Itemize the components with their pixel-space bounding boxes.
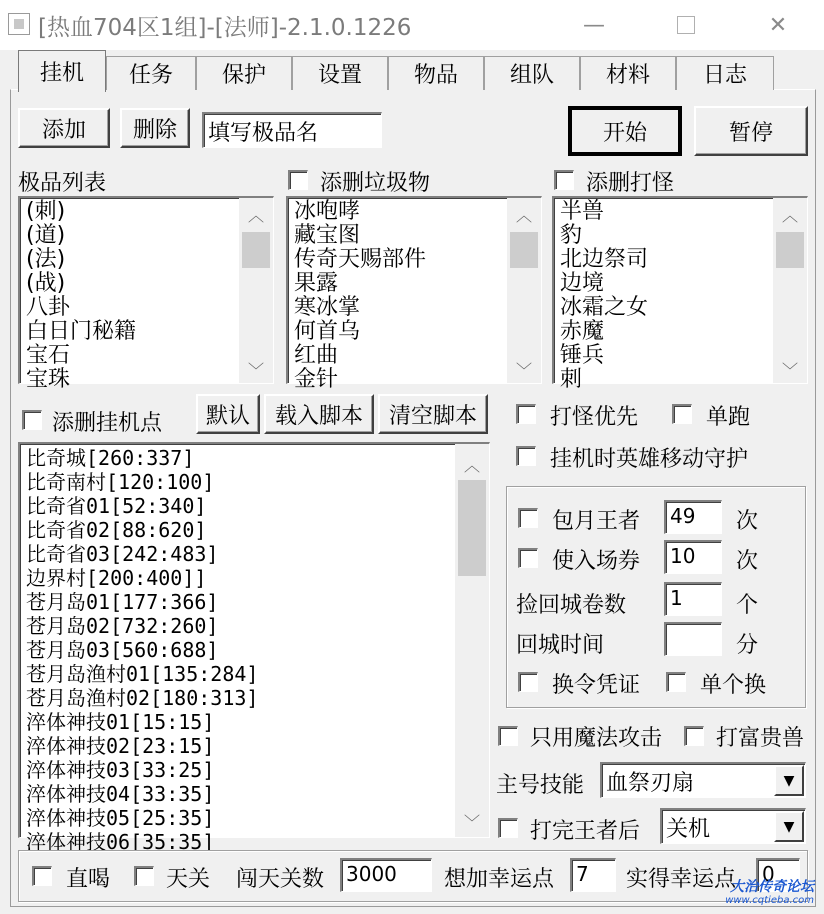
solo-run-label: 单跑 [706,405,751,430]
solo-run-checkbox[interactable] [672,404,692,424]
magic-only-label: 只用魔法攻击 [530,726,663,751]
pickup-scrolls-label: 捡回城卷数 [516,593,627,618]
list-item[interactable]: 北边祭司 [560,247,649,272]
list-item[interactable]: 金针 [294,367,339,392]
tab-team[interactable]: 组队 [484,56,580,90]
chevron-down-icon[interactable]: ▼ [774,811,804,842]
monster-scrollbar[interactable] [773,198,807,383]
sky-gate-count-label: 闯天关数 [236,867,325,892]
ticket-count-input[interactable]: 10 [664,540,722,574]
delete-button[interactable]: 删除 [120,108,190,148]
list-item[interactable]: 苍月岛02[732:260] [26,614,219,638]
luck-target-input[interactable]: 7 [570,858,616,892]
hangpoint-listbox[interactable] [18,442,490,854]
scroll-up-icon[interactable]: ︿ [781,205,798,225]
list-item[interactable]: (战) [26,271,66,296]
chevron-down-icon[interactable]: ▼ [774,765,804,796]
watermark-text: 大治传奇论坛 [730,879,814,895]
list-item[interactable]: 冰咆哮 [294,199,361,224]
tab-materials[interactable]: 材料 [580,56,676,90]
close-button[interactable] [732,0,824,50]
list-item[interactable]: (道) [26,223,66,248]
list-item[interactable]: 比奇南村[120:100] [26,470,215,494]
list-item[interactable]: 淬体神技04[33:35] [26,782,215,806]
rare-items [26,200,136,392]
main-skill-label: 主号技能 [496,773,585,798]
scroll-thumb[interactable] [776,232,804,268]
list-item[interactable]: 淬体神技03[33:25] [26,758,215,782]
list-item[interactable]: 锤兵 [560,343,605,368]
hero-guard-checkbox[interactable] [516,446,536,466]
scroll-down-icon[interactable]: ﹀ [247,360,264,380]
junk-list-title: 添删垃圾物 [320,171,431,196]
list-item[interactable]: 苍月岛渔村02[180:313] [26,686,259,710]
list-item[interactable]: 淬体神技06[35:35] [26,830,215,854]
scroll-up-icon[interactable]: ︿ [247,205,264,225]
monthly-king-checkbox[interactable] [518,508,538,528]
list-item[interactable]: 寒冰掌 [294,295,361,320]
hangpoint-label: 添删挂机点 [52,411,163,436]
swap-token-label: 换令凭证 [552,673,641,698]
scroll-thumb[interactable] [458,480,486,576]
swap-single-label: 单个换 [700,673,767,698]
luck-target-label: 想加幸运点 [444,867,555,892]
list-item[interactable]: 宝石 [26,343,71,368]
list-item[interactable]: 传奇天赐部件 [294,247,427,272]
list-item[interactable]: 何首乌 [294,319,361,344]
list-item[interactable]: 刺 [560,367,583,392]
list-item[interactable]: 苍月岛01[177:366] [26,590,219,614]
scroll-thumb[interactable] [242,232,270,268]
list-item[interactable]: 半兽 [560,199,605,224]
use-ticket-checkbox[interactable] [518,548,538,568]
minimize-icon: — [583,12,605,38]
monster-first-label: 打怪优先 [550,405,639,430]
sky-gate-count-input[interactable]: 3000 [340,858,432,892]
scroll-unit: 个 [736,593,759,618]
forum-watermark [725,880,814,908]
junk-scrollbar[interactable] [507,198,541,383]
ticket-unit: 次 [736,549,759,574]
list-item[interactable]: 红曲 [294,343,339,368]
scroll-thumb[interactable] [510,232,538,268]
pause-button[interactable]: 暂停 [694,106,808,156]
monthly-king-label: 包月王者 [552,509,641,534]
close-icon: ✕ [768,12,788,38]
swap-token-checkbox[interactable] [518,672,538,692]
after-king-value: 关机 [666,817,711,842]
monster-listbox[interactable] [552,196,808,392]
list-item[interactable]: 淬体神技02[23:15] [26,734,215,758]
rare-list-title: 极品列表 [18,171,107,196]
list-item[interactable]: 豹 [560,223,583,248]
sky-gate-label: 天关 [166,867,211,892]
list-item[interactable]: 比奇省01[52:340] [26,494,207,518]
list-item[interactable]: 白日门秘籍 [26,319,137,344]
watermark-url: www.cqtieba.com [725,895,814,906]
junk-items [294,200,426,392]
scroll-down-icon[interactable]: ﹀ [463,812,480,832]
monster-list-title: 添删打怪 [586,171,675,196]
magic-only-checkbox[interactable] [498,726,518,746]
item-name-input[interactable]: 填写极品名 [202,112,382,148]
tab-hangup[interactable]: 挂机 [18,50,106,92]
rich-beast-label: 打富贵兽 [716,726,805,751]
tab-settings[interactable]: 设置 [292,56,388,90]
app-icon [8,13,30,35]
return-time-unit: 分 [736,633,759,658]
list-item[interactable]: 苍月岛渔村01[135:284] [26,662,259,686]
drink-label: 直喝 [66,867,111,892]
add-button[interactable]: 添加 [18,108,110,148]
maximize-icon [677,16,695,34]
junk-listbox[interactable] [286,196,542,392]
start-button[interactable]: 开始 [568,106,682,156]
monster-items [560,200,648,392]
scroll-count-input[interactable]: 1 [664,582,722,616]
scroll-up-icon[interactable]: ︿ [515,205,532,225]
tab-protect[interactable]: 保护 [196,56,292,90]
main-skill-select[interactable] [600,762,806,798]
monster-first-checkbox[interactable] [516,404,536,424]
list-item[interactable]: 比奇城[260:337] [26,446,195,470]
clear-script-button[interactable]: 清空脚本 [378,394,488,434]
list-item[interactable]: 果露 [294,271,339,296]
hangpoint-checkbox[interactable] [22,410,42,430]
maximize-button[interactable] [640,0,732,50]
scroll-down-icon[interactable]: ﹀ [781,360,798,380]
tab-items[interactable]: 物品 [388,56,484,90]
hero-guard-label: 挂机时英雄移动守护 [550,447,749,472]
load-script-button[interactable]: 载入脚本 [264,394,374,434]
list-item[interactable]: (法) [26,247,66,272]
title-bar [0,0,824,50]
list-item[interactable]: 藏宝图 [294,223,361,248]
list-item[interactable]: 边界村[200:400]] [26,566,207,590]
list-item[interactable]: 冰霜之女 [560,295,649,320]
scroll-down-icon[interactable]: ﹀ [515,360,532,380]
default-button[interactable]: 默认 [196,394,260,434]
scroll-up-icon[interactable]: ︿ [463,455,480,475]
use-ticket-label: 使入场券 [552,549,641,574]
after-king-checkbox[interactable] [498,818,518,838]
list-item[interactable]: 比奇省02[88:620] [26,518,207,542]
tab-log[interactable]: 日志 [676,56,774,90]
monthly-king-count-input[interactable]: 49 [664,500,722,534]
after-king-select[interactable] [660,808,806,844]
list-item[interactable]: 赤魔 [560,319,605,344]
rare-listbox[interactable] [18,196,274,392]
minimize-button[interactable] [548,0,640,50]
hangpoint-items [26,446,258,854]
luck-actual-input[interactable]: 0 [756,858,800,892]
hangpoint-scrollbar[interactable] [455,444,489,837]
return-time-input[interactable] [664,622,722,656]
list-item[interactable]: 边境 [560,271,605,296]
junk-checkbox[interactable] [288,170,308,190]
tab-tasks[interactable]: 任务 [106,56,196,90]
rare-scrollbar[interactable] [239,198,273,383]
luck-actual-label: 实得幸运点 [626,867,737,892]
list-item[interactable]: 八卦 [26,295,71,320]
sky-gate-checkbox[interactable] [134,866,154,886]
list-item[interactable]: 宝珠 [26,367,71,392]
after-king-label: 打完王者后 [530,819,641,844]
return-time-label: 回城时间 [516,633,605,658]
window-title: [热血704区1组]-[法师]-2.1.0.1226 [38,15,412,41]
list-item[interactable]: (刺) [26,199,66,224]
drink-checkbox[interactable] [32,866,52,886]
list-item[interactable]: 淬体神技01[15:15] [26,710,215,734]
rich-beast-checkbox[interactable] [684,726,704,746]
list-item[interactable]: 比奇省03[242:483] [26,542,219,566]
list-item[interactable]: 淬体神技05[25:35] [26,806,215,830]
monthly-king-unit: 次 [736,509,759,534]
main-skill-value: 血祭刃扇 [606,771,695,796]
swap-single-checkbox[interactable] [666,672,686,692]
monster-checkbox[interactable] [554,170,574,190]
list-item[interactable]: 苍月岛03[560:688] [26,638,219,662]
